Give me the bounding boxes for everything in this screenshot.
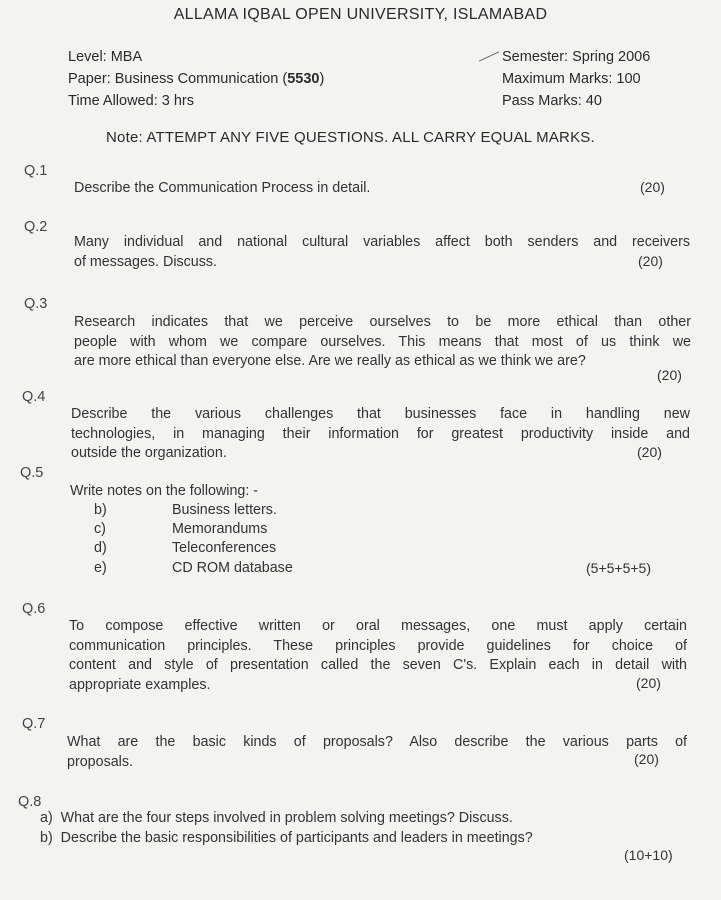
pass-marks-label: Pass Marks: 40 — [502, 93, 602, 109]
question-text: To compose effective written or oral messages, one must apply certain communication principles. These principles provide guidelines for choice of content and style of presentation called the seven C's. Explain each in detail with appropriate examples. — [69, 618, 687, 693]
question-marks: (5+5+5+5) — [586, 560, 651, 576]
question-marks: (20) — [637, 444, 662, 460]
instructions-note: Note: ATTEMPT ANY FIVE QUESTIONS. ALL CARRY EQUAL MARKS. — [106, 129, 595, 146]
question-marks: (20) — [640, 179, 665, 195]
question-number: Q.4 — [22, 389, 46, 405]
question-number: Q.7 — [22, 716, 46, 732]
pen-mark — [479, 51, 499, 61]
question-text: Research indicates that we perceive ourselves to be more ethical than other people with whom we compare ourselves. This means that most of us think we are more ethical than everyone else. Are we really as ethical as we think we are? — [74, 314, 691, 369]
semester-label: Semester: Spring 2006 — [502, 49, 651, 65]
paper-label: Paper: Business Communication (5530) — [68, 71, 325, 87]
paper-code: 5530 — [287, 71, 320, 87]
list-item: b) Describe the basic responsibilities of participants and leaders in meetings? — [40, 830, 533, 846]
time-allowed-label: Time Allowed: 3 hrs — [68, 93, 194, 109]
question-marks: (20) — [638, 253, 663, 269]
question-number: Q.5 — [20, 465, 44, 481]
list-item: c) Memorandums — [94, 521, 268, 537]
question-text: What are the basic kinds of proposals? Also describe the various parts of proposals. — [67, 734, 687, 770]
question-number: Q.2 — [24, 219, 48, 235]
question-marks: (10+10) — [624, 847, 673, 863]
list-item: a) What are the four steps involved in problem solving meetings? Discuss. — [40, 810, 513, 826]
exam-info-left — [68, 46, 324, 112]
question-text: Many individual and national cultural variables affect both senders and receivers of messages. Discuss. — [74, 234, 690, 270]
question-text: Write notes on the following: - — [70, 483, 259, 499]
question-marks: (20) — [657, 367, 682, 383]
list-item: d) Teleconferences — [94, 540, 277, 556]
question-marks: (20) — [636, 675, 661, 691]
list-item: b) Business letters. — [94, 502, 277, 518]
question-number: Q.3 — [24, 296, 48, 312]
exam-info-right — [502, 46, 650, 112]
maximum-marks-label: Maximum Marks: 100 — [502, 71, 641, 87]
level-label: Level: MBA — [68, 49, 143, 65]
university-title: ALLAMA IQBAL OPEN UNIVERSITY, ISLAMABAD — [173, 6, 548, 23]
question-number: Q.1 — [24, 163, 48, 179]
question-text: Describe the Communication Process in detail. — [74, 180, 371, 196]
question-number: Q.6 — [22, 601, 46, 617]
question-text: Describe the various challenges that businesses face in handling new technologies, in managing their information for greatest productivity inside and outside the organization. — [71, 406, 690, 461]
question-number: Q.8 — [18, 794, 42, 810]
question-marks: (20) — [634, 751, 659, 767]
list-item: e) CD ROM database — [94, 560, 293, 576]
